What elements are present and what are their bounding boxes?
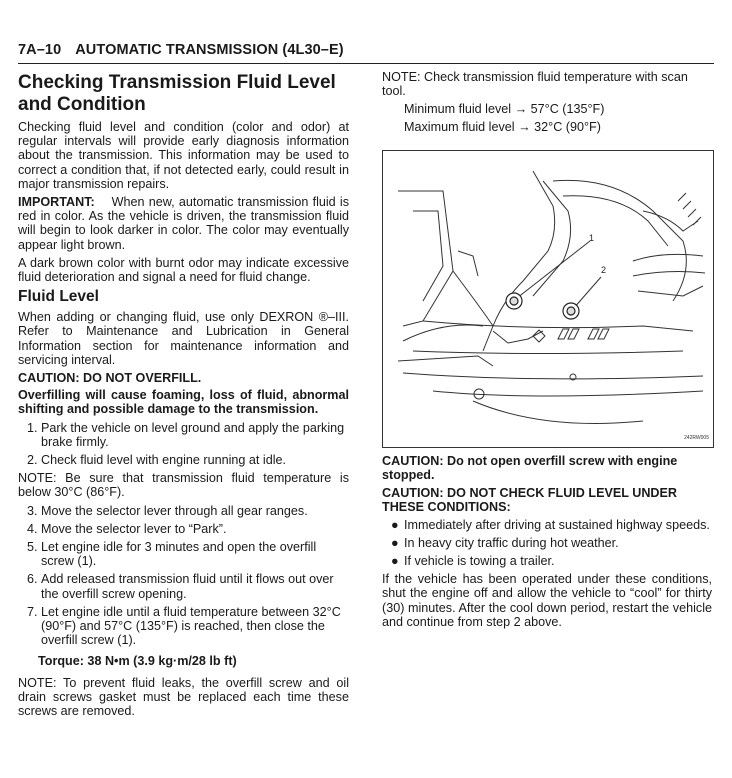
fluid-level-paragraph: When adding or changing fluid, use only DEXRON ®–III. Refer to Maintenance and Lubrication in General Information section for maintenance information and servicing interval.: [18, 310, 349, 367]
header-rule: [18, 63, 714, 64]
bullet-icon: ●: [391, 554, 399, 569]
note-scan-tool: NOTE: Check transmission fluid temperature with scan tool.: [382, 70, 688, 99]
minimum-fluid-level: Minimum fluid level → 57°C (135°F): [404, 102, 605, 117]
step-item: 5. Let engine idle for 3 minutes and open the overfill screw (1).: [27, 540, 317, 569]
fluid-level-heading: Fluid Level: [18, 288, 99, 306]
caution-overfill-detail: Overfilling will cause foaming, loss of fluid, abnormal shifting and possible damage to the transmission.: [18, 388, 349, 417]
important-text: When new, automatic transmission fluid is red in color. As the vehicle is driven, the transmission fluid will begin to look darker in color. The color may eventually appear light brown.: [18, 195, 349, 252]
bullet-icon: ●: [391, 517, 399, 532]
page-header: [18, 42, 344, 58]
section-title: AUTOMATIC TRANSMISSION (4L30–E): [75, 42, 344, 58]
important-paragraph: [18, 195, 349, 252]
closing-paragraph: If the vehicle has been operated under these conditions, shut the engine off and allow the vehicle to “cool” for thirty (30) minutes. After the cool down period, restart the vehicle and continue from step 2 above.: [382, 572, 712, 629]
bullet-icon: ●: [391, 535, 399, 550]
conditions-list: [382, 518, 712, 569]
step-item: 7. Let engine idle until a fluid temperature between 32°C (90°F) and 57°C (135°F) is reached, then close the overfill screw (1).: [27, 604, 341, 648]
left-column: [18, 70, 349, 722]
step-item: 2. Check fluid level with engine running at idle.: [27, 453, 287, 468]
right-column: [382, 70, 712, 633]
step-item: 6. Add released transmission fluid until it flows out over the overfill screw opening.: [27, 572, 334, 601]
steps-list-a: [18, 421, 349, 468]
page-title: Checking Transmission Fluid Level and Condition: [18, 72, 336, 115]
torque-spec: Torque: 38 N•m (3.9 kg·m/28 lb ft): [38, 653, 237, 668]
note-temperature: NOTE: Be sure that transmission fluid temperature is below 30°C (86°F).: [18, 471, 349, 500]
dark-brown-paragraph: A dark brown color with burnt odor may indicate excessive fluid deterioration and signal a need for fluid change.: [18, 255, 349, 285]
section-number: 7A–10: [18, 42, 62, 58]
callout-1-label: 1: [589, 232, 595, 243]
transmission-drawing: [383, 151, 713, 447]
caution-conditions: CAUTION: DO NOT CHECK FLUID LEVEL UNDER THESE CONDITIONS:: [382, 486, 678, 515]
list-item: ● If vehicle is towing a trailer.: [391, 554, 555, 569]
list-item: ● In heavy city traffic during hot weather.: [391, 535, 619, 550]
caution-engine-stopped: CAUTION: Do not open overfill screw with engine stopped.: [382, 453, 678, 483]
callout-2-label: 2: [601, 264, 607, 275]
caution-overfill: CAUTION: DO NOT OVERFILL.: [18, 371, 202, 386]
list-item: ● Immediately after driving at sustained highway speeds.: [391, 517, 710, 532]
note-gasket: NOTE: To prevent fluid leaks, the overfill screw and oil drain screws gasket must be replaced each time these screws are removed.: [18, 675, 349, 719]
step-item: 4. Move the selector lever to “Park”.: [27, 521, 227, 536]
maximum-fluid-level: Maximum fluid level → 32°C (90°F): [404, 119, 601, 134]
transmission-illustration: [382, 150, 714, 448]
figure-code: 242RW005: [684, 434, 709, 441]
step-item: 3. Move the selector lever through all gear ranges.: [27, 503, 308, 518]
intro-paragraph: Checking fluid level and condition (color and odor) at regular intervals will provide early diagnosis information about the transmission. This information may be used to correct a condition that, if not detected early, could result in major transmission repairs.: [18, 120, 349, 191]
step-item: 1. Park the vehicle on level ground and apply the parking brake firmly.: [27, 420, 345, 449]
steps-list-b: [18, 504, 349, 648]
important-label: IMPORTANT:: [18, 195, 95, 210]
